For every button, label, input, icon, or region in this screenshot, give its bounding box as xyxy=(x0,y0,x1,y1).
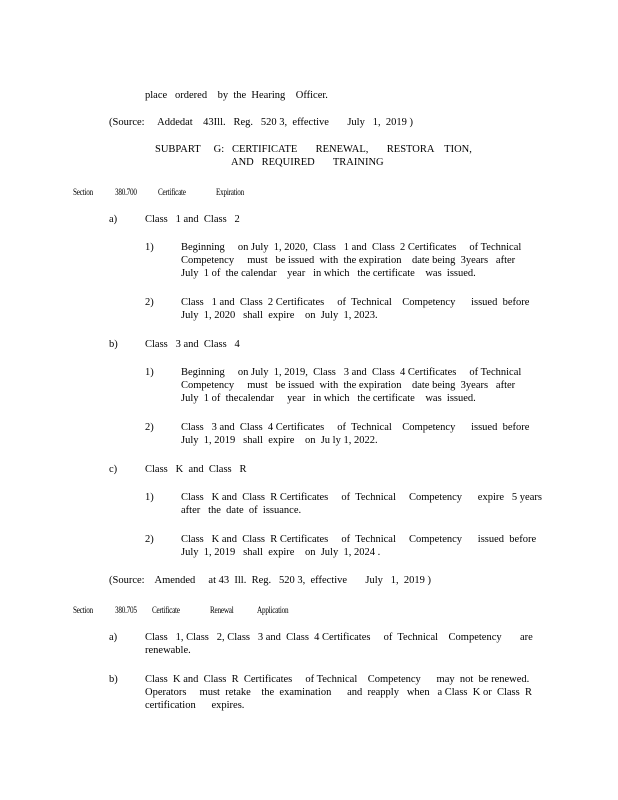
paragraph-line: Class 3 and Class 4 Certificates of Technical Competency issued before xyxy=(181,422,530,433)
paragraph-line: July 1, 2019 shall expire on July 1, 2024 . xyxy=(181,547,381,558)
section-title-word: Renewal xyxy=(210,605,234,615)
paragraph-line: Beginning on July 1, 2020, Class 1 and Class 2 Certificates of Technical xyxy=(181,242,522,253)
section-title-word: Expiration xyxy=(216,187,244,197)
list-marker: 2) xyxy=(145,297,154,308)
paragraph-line: after the date of issuance. xyxy=(181,505,302,516)
paragraph-line: Competency must be issued with the expiration date being 3years after xyxy=(181,255,516,266)
source-note-2: (Source: Amended at 43 Ill. Reg. 520 3, effective July 1, 2019 ) xyxy=(109,575,432,586)
list-marker: a) xyxy=(109,214,118,225)
subsection-heading: Class K and Class R xyxy=(145,464,247,475)
section-title-word: Certificate xyxy=(158,187,186,197)
section-number: 380.700 xyxy=(115,187,137,197)
paragraph-line: Beginning on July 1, 2019, Class 3 and Class 4 Certificates of Technical xyxy=(181,367,522,378)
section-title-word: Certificate xyxy=(152,605,180,615)
list-marker: 1) xyxy=(145,242,154,253)
paragraph-line: Operators must retake the examination and reapply when a Class K or Class R xyxy=(145,687,532,698)
paragraph-line: Class K and Class R Certificates of Technical Competency expire 5 years xyxy=(181,492,542,503)
paragraph-line: July 1, 2019 shall expire on Ju ly 1, 2022. xyxy=(181,435,378,446)
paragraph-line: July 1, 2020 shall expire on July 1, 2023. xyxy=(181,310,378,321)
section-title-word: Application xyxy=(257,605,289,615)
paragraph-line: Class K and Class R Certificates of Technical Competency may not be renewed. xyxy=(145,674,530,685)
subpart-heading-line2: AND REQUIRED TRAINING xyxy=(231,157,384,168)
list-marker: a) xyxy=(109,632,118,643)
paragraph-line: Competency must be issued with the expiration date being 3years after xyxy=(181,380,516,391)
paragraph-line: July 1 of the calendar year in which the certificate was issued. xyxy=(181,268,476,279)
source-note-1: (Source: Addedat 43Ill. Reg. 520 3, effective July 1, 2019 ) xyxy=(109,117,413,128)
list-marker: 2) xyxy=(145,534,154,545)
subpart-heading-line1: SUBPART G: CERTIFICATE RENEWAL, RESTORA TION, xyxy=(155,144,472,155)
paragraph-line: Class 1, Class 2, Class 3 and Class 4 Certificates of Technical Competency are xyxy=(145,632,533,643)
subsection-heading: Class 1 and Class 2 xyxy=(145,214,240,225)
paragraph-line: certification expires. xyxy=(145,700,245,711)
list-marker: 1) xyxy=(145,492,154,503)
subsection-heading: Class 3 and Class 4 xyxy=(145,339,240,350)
paragraph-line: July 1 of thecalendar year in which the certificate was issued. xyxy=(181,393,476,404)
section-label: Section xyxy=(73,187,93,197)
section-number: 380.705 xyxy=(115,605,137,615)
list-marker: b) xyxy=(109,339,118,350)
continued-line: place ordered by the Hearing Officer. xyxy=(145,90,328,101)
paragraph-line: Class 1 and Class 2 Certificates of Technical Competency issued before xyxy=(181,297,530,308)
list-marker: b) xyxy=(109,674,118,685)
list-marker: c) xyxy=(109,464,118,475)
paragraph-line: Class K and Class R Certificates of Technical Competency issued before xyxy=(181,534,537,545)
list-marker: 2) xyxy=(145,422,154,433)
paragraph-line: renewable. xyxy=(145,645,191,656)
list-marker: 1) xyxy=(145,367,154,378)
section-label: Section xyxy=(73,605,93,615)
